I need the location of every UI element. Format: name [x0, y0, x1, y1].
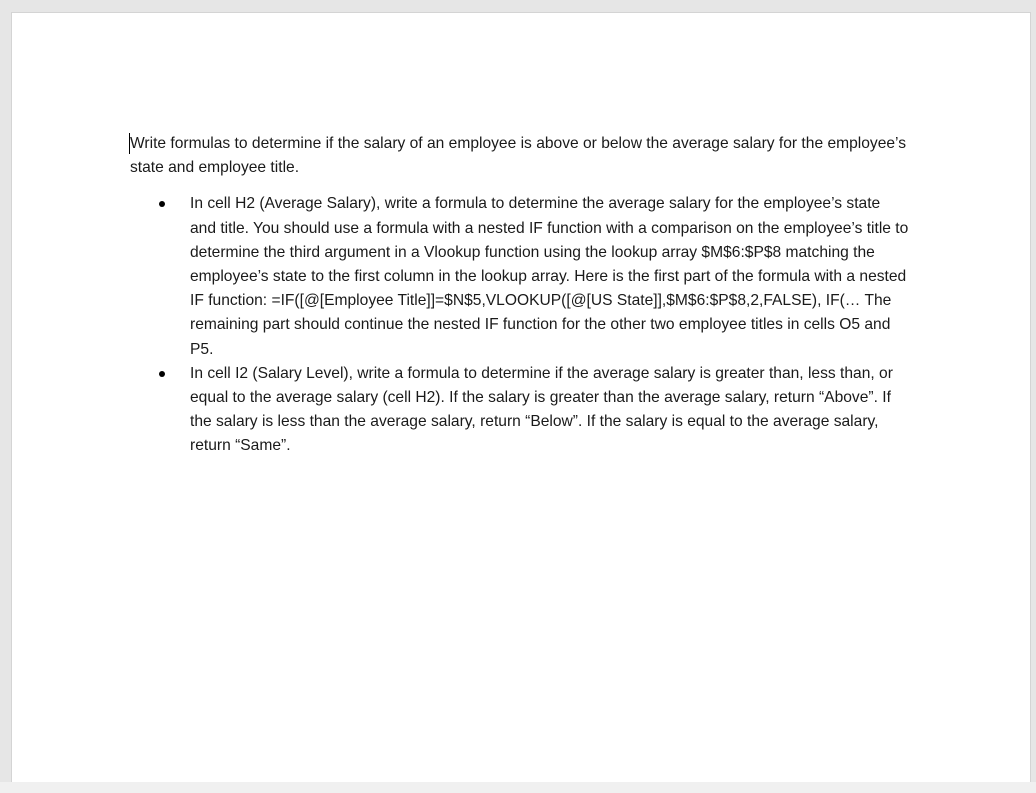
bullet-icon — [159, 201, 165, 207]
document-page[interactable] — [11, 12, 1031, 793]
text-cursor — [129, 133, 130, 154]
document-body[interactable] — [130, 132, 910, 459]
intro-paragraph: Write formulas to determine if the salary of an employee is above or below the average salary for the employee’s state and employee title. — [130, 135, 907, 177]
list-item — [130, 362, 910, 459]
list-item-text: In cell I2 (Salary Level), write a formula to determine if the average salary is greater than, less than, or equal to the average salary (cell H2). If the salary is greater than the average salary, return “Above”. If the salary is less than the average salary, return “Below”. If the salary is equal to the average salary, return “Same”. — [190, 364, 893, 455]
instruction-list — [130, 192, 910, 458]
page-bottom-edge — [0, 782, 1036, 793]
bullet-icon — [159, 371, 165, 377]
list-item-text: In cell H2 (Average Salary), write a formula to determine the average salary for the employee’s state and title. You should use a formula with a nested IF function with a comparison on the employee’s title to determine the third argument in a Vlookup function using the lookup array $M$6:$P$8 matching the employee’s state to the first column in the lookup array. Here is the first part of the formula with a nested IF function: =IF([@[Employee Title]]=$N$5,VLOOKUP([@[US State]],$M$6:$P$8,2,FALSE), IF(… The remaining part should continue the nested IF function for the other two employee titles in cells O5 and P5. — [190, 195, 909, 358]
list-item — [130, 192, 910, 361]
